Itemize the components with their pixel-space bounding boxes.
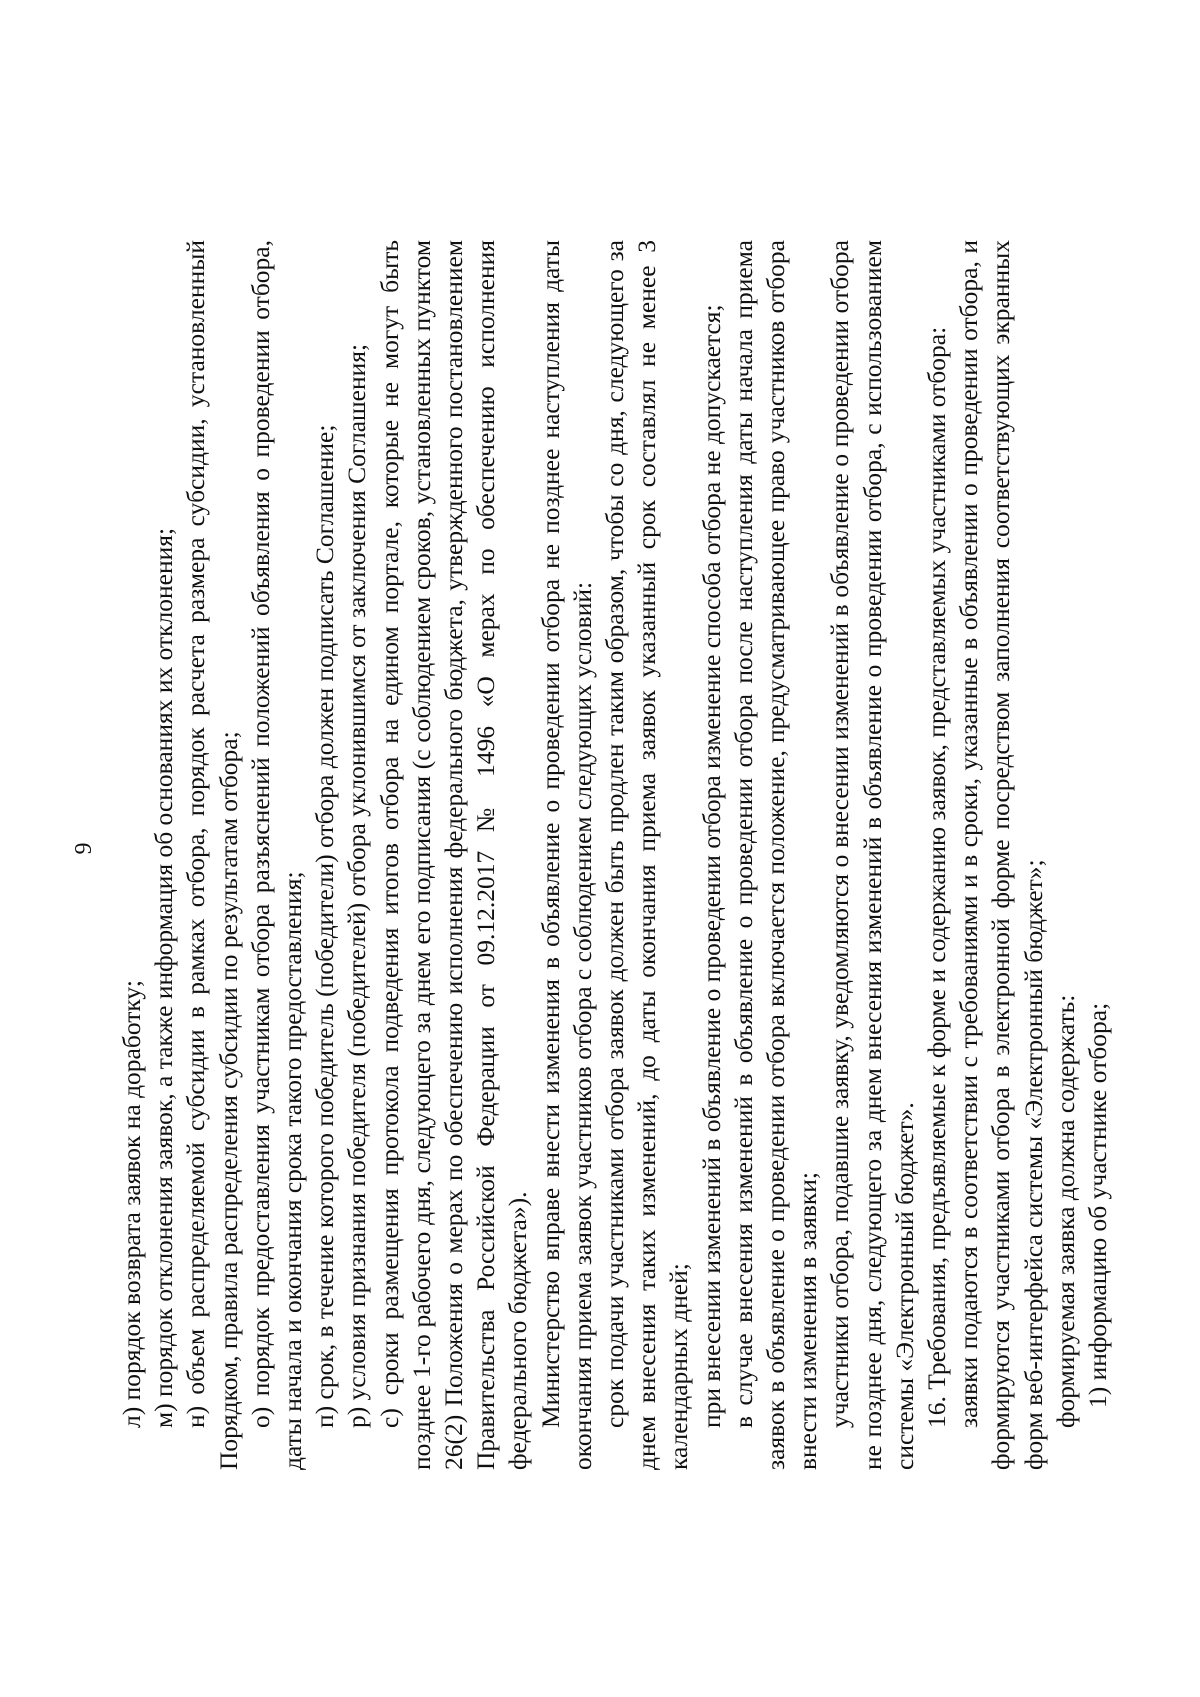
paragraph: м) порядок отклонения заявок, а также информация об основаниях их отклонения; (149, 527, 179, 1428)
paragraph: с) сроки размещения протокола подведения итогов отбора на едином портале, которые не могут быть позднее 1-го рабочего дня, следующего за днем его подписания (с соблюдением сроков, установленных пунктом 26(2) Положения о мерах по обеспечению исполнения федерального бюджета, утвержденного постановлением Правительства Российской Федерации от 09.12.2017 № 1496 «О мерах по обеспечению исполнения федерального бюджета»). (374, 240, 533, 1470)
paragraph: в случае внесения изменений в объявление о проведении отбора после наступления даты начала приема заявок в объявление о проведении отбора включается положение, предусматривающее право участников отбора внести изменения в заявки; (728, 240, 823, 1470)
paragraph: срок подачи участниками отбора заявок должен быть продлен таким образом, чтобы со дня, следующего за днем внесения таких изменений, до даты окончания приема заявок указанный срок составлял не менее 3 календарных дней; (600, 240, 694, 1470)
paragraph: 16. Требования, предъявляемые к форме и содержанию заявок, представляемых участниками отбора: (922, 326, 952, 1428)
paragraph: л) порядок возврата заявок на доработку; (117, 980, 146, 1428)
paragraph: н) объем распределяемой субсидии в рамках отбора, порядок расчета размера субсидии, установленный Порядком, правила распределения субсидии по результатам отбора; (181, 240, 243, 1470)
paragraph: формируемая заявка должна содержать: (1050, 994, 1080, 1428)
document-body (116, 240, 1114, 1470)
paragraph: р) условия признания победителя (победителей) отбора уклонившимся от заключения Соглашения; (342, 343, 372, 1428)
page-number: 9 (71, 842, 97, 855)
paragraph: о) порядок предоставления участникам отбора разъяснений положений объявления о проведении отбора, даты начала и окончания срока такого предоставления; (245, 240, 308, 1470)
paragraph: участники отбора, подавшие заявку, уведомляются о внесении изменений в объявление о проведении отбора не позднее дня, следующего за днем внесения изменений в объявление о проведении отбора, с использованием системы «Электронный бюджет». (825, 240, 919, 1470)
paragraph: п) срок, в течение которого победитель (победители) отбора должен подписать Соглашение; (310, 424, 340, 1428)
paragraph: заявки подаются в соответствии с требованиями и в сроки, указанные в объявлении о проведении отбора, и формируются участниками отбора в электронной форме посредством заполнения соответствующих экранных форм веб-интерфейса системы «Электронный бюджет»; (954, 240, 1048, 1470)
paragraph: Министерство вправе внести изменения в объявление о проведении отбора не позднее наступления даты окончания приема заявок участников отбора с соблюдением следующих условий: (535, 240, 597, 1470)
paragraph: 1) информацию об участнике отбора; (1083, 1002, 1113, 1408)
paragraph: при внесении изменений в объявление о проведении отбора изменение способа отбора не допускается; (696, 304, 726, 1428)
